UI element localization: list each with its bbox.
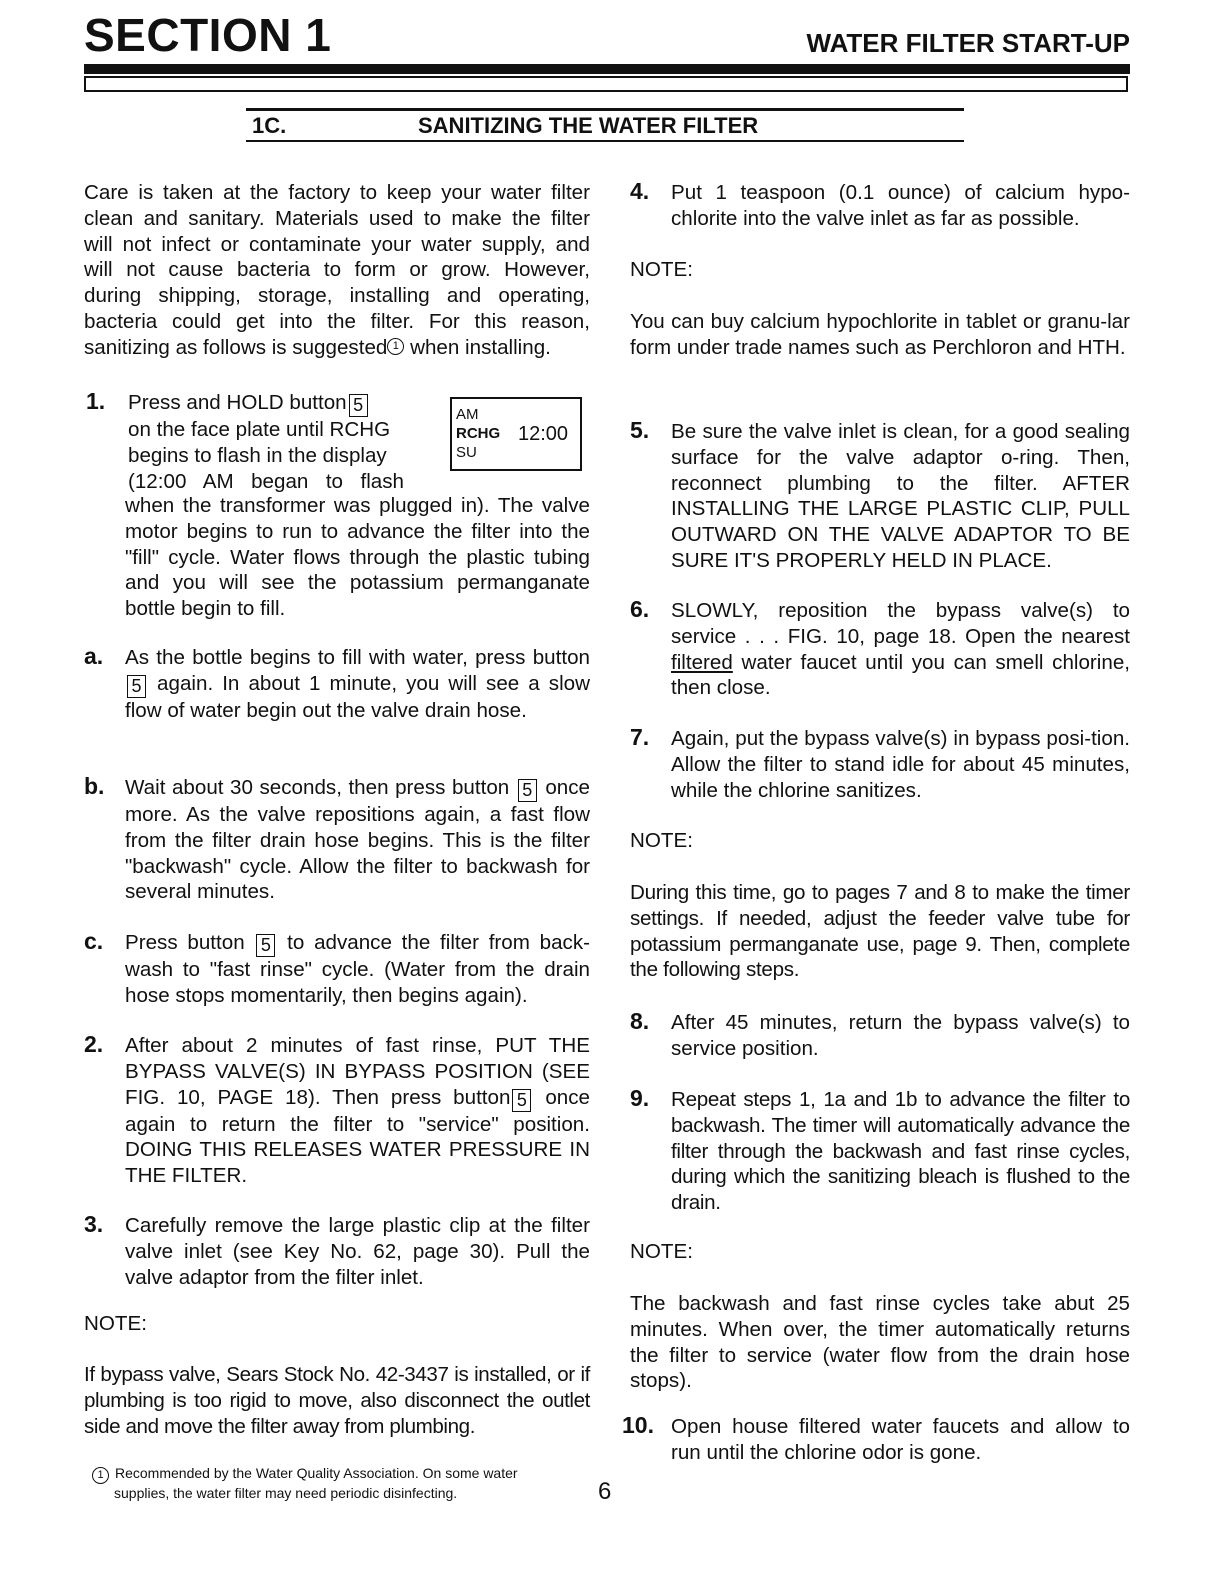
step-text-part: to advance the filter from back-wash to "fast rinse" cycle. (Water from the drain hose stops momentarily, then begins again).	[125, 931, 590, 1007]
step-text	[671, 598, 1130, 701]
note-label: NOTE:	[630, 829, 693, 852]
display-su: SU	[456, 444, 477, 461]
step-text-part: As the bottle begins to fill with water, press button	[125, 646, 590, 669]
step-label: a.	[84, 643, 104, 669]
step-8	[630, 1010, 1130, 1065]
step-text: Press and HOLD button	[128, 391, 347, 414]
footnote-marker: 1	[387, 338, 404, 355]
intro-line: Care is taken at the factory to keep your water filter	[84, 181, 590, 204]
step-label: 9.	[630, 1085, 650, 1111]
section-title: SECTION 1	[84, 9, 332, 61]
header-rule-box	[84, 76, 1128, 92]
step-2	[84, 1033, 590, 1193]
step-text-part: once again to return the filter to "service" position. DOING THIS RELEASES WATER PRESSURE IN THE FILTER.	[125, 1085, 590, 1188]
step-7	[630, 726, 1130, 806]
step-10	[622, 1414, 1130, 1469]
step-3	[84, 1213, 590, 1293]
subheading-title: SANITIZING THE WATER FILTER	[418, 113, 759, 138]
step-label: b.	[84, 773, 105, 799]
intro-line-text: sanitizing as follows is suggested	[84, 335, 388, 359]
header-rule-thick	[84, 64, 1130, 74]
step-1-line: begins to flash in the display	[128, 443, 387, 467]
subheading-rule-bottom	[246, 140, 964, 142]
intro-line: will not infect or contaminate your water supply, and	[84, 232, 590, 256]
step-text: Open house filtered water faucets and allow to run until the chlorine odor is gone.	[671, 1415, 1130, 1464]
step-text: Repeat steps 1, 1a and 1b to advance the filter to backwash. The timer will automatically advance the filter through the backwash and fast rinse cycles, during which the sanitizing bleach is flushed to the drain.	[671, 1088, 1130, 1215]
step-text: Be sure the valve inlet is clean, for a good sealing surface for the valve adaptor o-ring. Then, reconnect plumbing to the filter. AFTER INSTALLING THE LARGE PLASTIC CLIP, PULL OUTWARD ON THE VALVE ADAPTOR TO BE SURE IT'S PROPERLY HELD IN PLACE.	[671, 420, 1130, 572]
step-label: 7.	[630, 724, 650, 750]
intro-line: will not cause bacteria to form or grow. However,	[84, 258, 590, 282]
button-5-icon: 5	[512, 1089, 531, 1112]
note-text: During this time, go to pages 7 and 8 to make the timer settings. If needed, adjust the feeder valve tube for potassium permanganate use, page 9. Then, complete the following steps.	[630, 881, 1130, 982]
step-text-part: once more. As the valve repositions again, a fast flow from the filter drain hose begins. This is the filter "backwash" cycle. Allow the filter to backwash for several minutes.	[125, 776, 590, 904]
intro-line: bacteria could get into the filter. For this reason,	[84, 309, 590, 333]
page-header-title: WATER FILTER START-UP	[806, 28, 1130, 58]
intro-line: during shipping, storage, installing and operating,	[84, 284, 590, 308]
page-number: 6	[598, 1478, 612, 1505]
intro-paragraph	[84, 180, 590, 361]
step-text	[125, 645, 590, 724]
step-1a	[84, 645, 590, 755]
step-5	[630, 419, 1130, 574]
step-text	[125, 775, 590, 905]
step-label: 10.	[622, 1412, 654, 1438]
intro-line	[84, 335, 590, 361]
note-text: The backwash and fast rinse cycles take abut 25 minutes. When over, the timer automatically returns the filter to service (water flow from the drain hose stops).	[630, 1292, 1130, 1393]
button-5-icon: 5	[349, 394, 368, 417]
step-1-line	[128, 390, 448, 417]
step-text: Put 1 teaspoon (0.1 ounce) of calcium hypo-chlorite into the valve inlet as far as possible.	[671, 181, 1130, 230]
step-text	[125, 930, 590, 1009]
step-text-emphasis: filtered	[671, 650, 733, 674]
button-5-icon: 5	[518, 779, 537, 802]
step-label: 1.	[86, 388, 106, 414]
step-label: 3.	[84, 1211, 104, 1237]
subheading-number: 1C.	[252, 113, 287, 138]
display-rchg: RCHG	[456, 425, 501, 442]
note-label: NOTE:	[630, 1240, 693, 1263]
note-text: If bypass valve, Sears Stock No. 42-3437 is installed, or if plumbing is too rigid to move, also disconnect the outlet side and move the filter away from plumbing.	[84, 1363, 590, 1438]
step-label: 6.	[630, 596, 650, 622]
step-text-part: water faucet until you can smell chlorine, then close.	[671, 650, 1130, 700]
footnote-text: Recommended by the Water Quality Association. On some water	[115, 1465, 518, 1481]
step-1-line: (12:00 AM began to flash	[128, 469, 404, 493]
footnote-line: supplies, the water filter may need periodic disinfecting.	[114, 1485, 458, 1501]
step-text: Again, put the bypass valve(s) in bypass posi-tion. Allow the filter to stand idle for about 45 minutes, while the chlorine sanitizes.	[671, 727, 1130, 802]
subheading-rule-top	[246, 108, 964, 111]
step-1b	[84, 775, 590, 905]
intro-line-text: when installing.	[404, 335, 551, 359]
step-9	[630, 1087, 1130, 1222]
step-text: Carefully remove the large plastic clip at the filter valve inlet (see Key No. 62, page 30). Pull the valve adaptor from the filter inlet.	[125, 1214, 590, 1289]
step-1c	[84, 930, 590, 1010]
step-label: c.	[84, 928, 104, 954]
display-am: AM	[456, 406, 479, 423]
step-label: 2.	[84, 1031, 104, 1057]
rchg-display-figure	[450, 397, 582, 471]
note-text: You can buy calcium hypochlorite in tablet or granu-lar form under trade names such as Perchloron and HTH.	[630, 310, 1130, 359]
step-text-part: Press button	[125, 931, 245, 954]
intro-line: clean and sanitary. Materials used to make the filter	[84, 206, 590, 230]
step-text-part: After about 2 minutes of fast rinse, PUT THE BYPASS VALVE(S) IN BYPASS POSITION (SEE FIG. 10, PAGE 18). Then press button	[125, 1034, 590, 1109]
step-1-line: on the face plate until RCHG	[128, 418, 391, 441]
note-label: NOTE:	[84, 1312, 147, 1335]
step-text-part: again. In about 1 minute, you will see a slow flow of water begin out the valve drain hose.	[125, 671, 590, 722]
footnote-marker: 1	[92, 1467, 109, 1484]
note-label: NOTE:	[630, 258, 693, 281]
footnote-line	[92, 1464, 592, 1484]
step-text-part: Wait about 30 seconds, then press button	[125, 776, 510, 799]
button-5-icon: 5	[127, 675, 146, 698]
footnote	[92, 1464, 592, 1503]
step-text: when the transformer was plugged in). The valve motor begins to run to advance the filter into the "fill" cycle. Water flows through the plastic tubing and you will see the potassium permanganate bottle begin to fill.	[125, 494, 590, 621]
step-text: After 45 minutes, return the bypass valve(s) to service position.	[671, 1011, 1130, 1060]
step-label: 4.	[630, 178, 650, 204]
step-4	[630, 180, 1130, 235]
step-label: 5.	[630, 417, 650, 443]
step-6	[630, 598, 1130, 703]
display-time: 12:00	[518, 423, 569, 445]
step-label: 8.	[630, 1008, 650, 1034]
step-text-part: SLOWLY, reposition the bypass valve(s) to service . . . FIG. 10, page 18. Open the nearest	[671, 599, 1130, 648]
step-text	[125, 1033, 590, 1189]
button-5-icon: 5	[256, 934, 275, 957]
